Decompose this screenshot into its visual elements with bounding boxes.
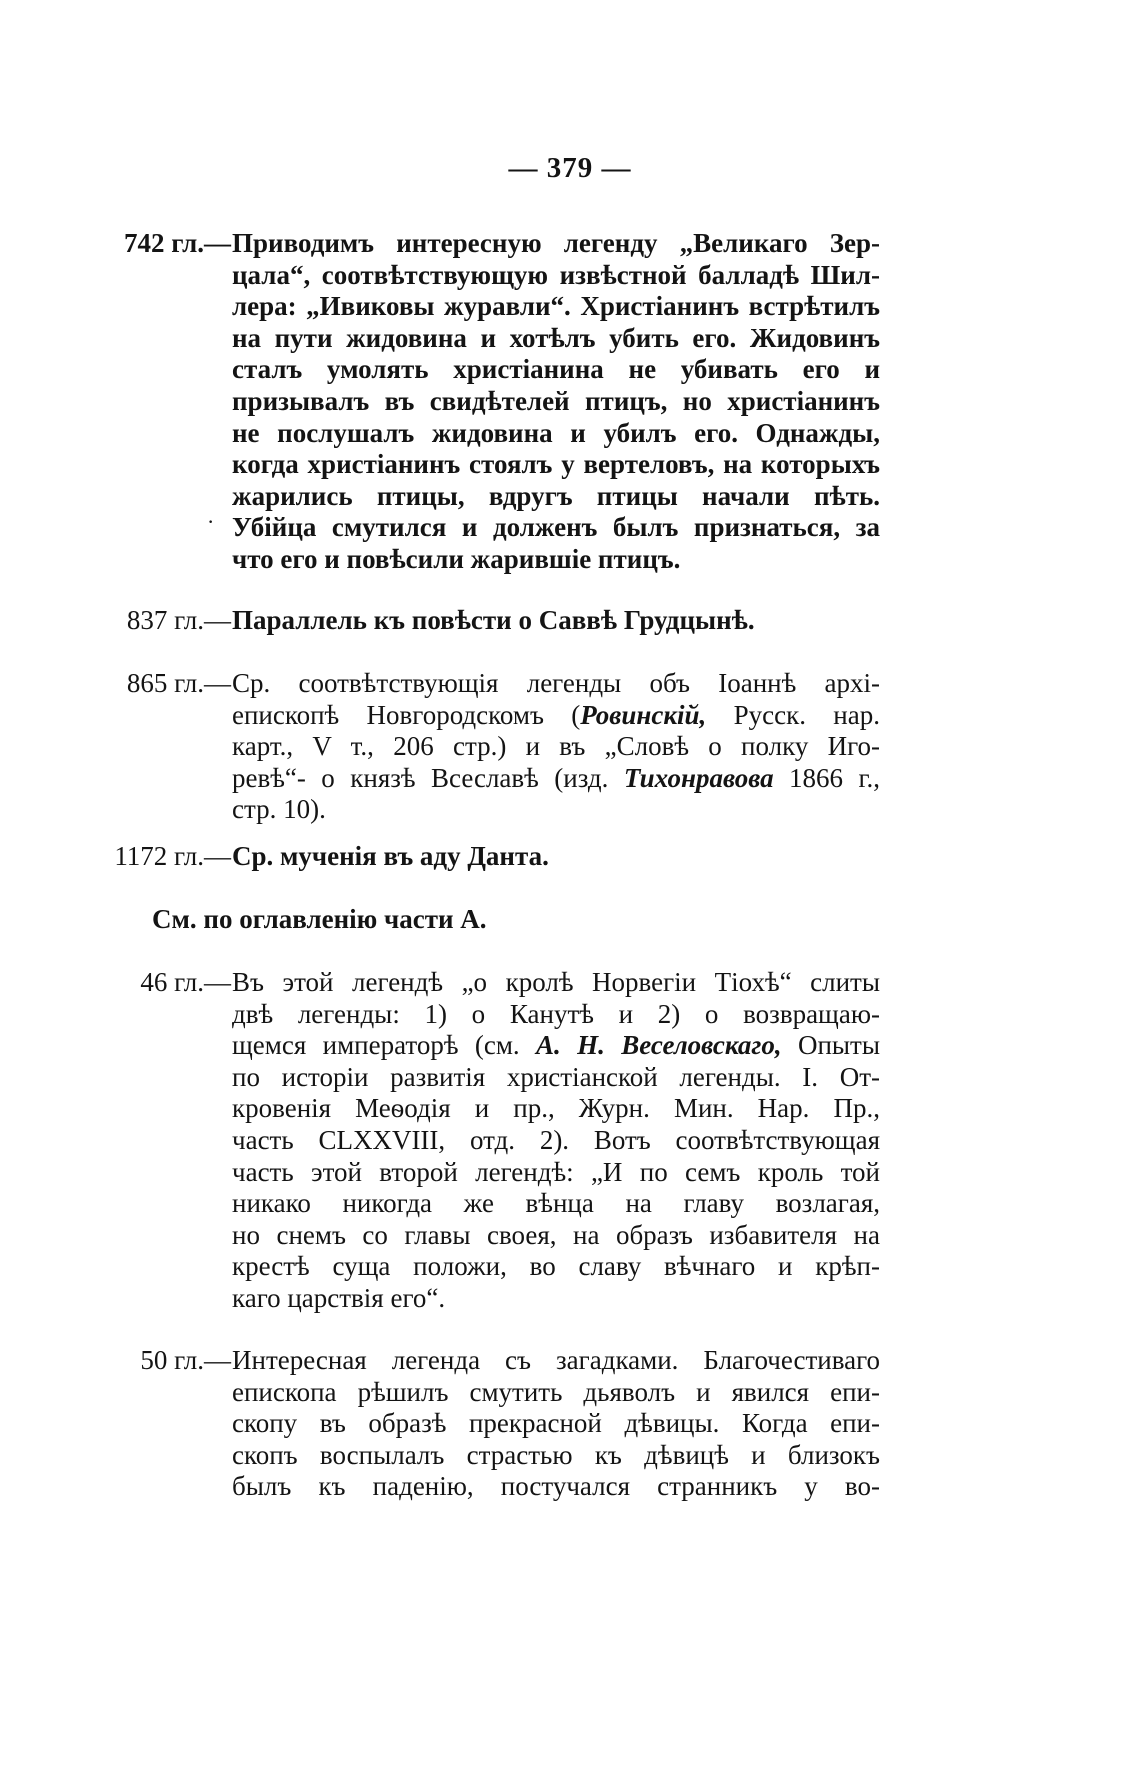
text-line: стр. 10). <box>232 794 326 825</box>
page-number: — 379 — <box>508 152 632 184</box>
text-line: скопу въ образѣ прекрасной дѣвицы. Когда епи- <box>232 1408 880 1439</box>
entry-ref: 837 гл.— <box>126 605 231 635</box>
text-line: двѣ легенды: 1) о Канутѣ и 2) о возвращаю- <box>232 998 880 1029</box>
text-line: Ср. мученія въ аду Данта. <box>232 841 549 871</box>
entry-text <box>232 841 880 873</box>
section-heading: См. по оглавленію части А. <box>152 904 487 934</box>
entry-ref: 865 гл.— <box>126 668 231 698</box>
text-line: ревѣ“- о князѣ Всеславѣ (изд. Тихонравова 1866 г., <box>232 762 880 793</box>
text-line: никако никогда же вѣнца на главу возлагая, <box>232 1188 880 1219</box>
text-line: на пути жидовина и хотѣлъ убить его. Жидовинъ <box>232 322 880 353</box>
entry-ref: 742 гл.— <box>123 228 231 258</box>
text-line: епископѣ Новгородскомъ (Ровинскій, Русск. нар. <box>232 699 880 730</box>
entry-ref: 50 гл.— <box>140 1345 231 1375</box>
author-name: Ровинскій, <box>580 699 707 730</box>
text-line: Интересная легенда съ загадками. Благочестиваго <box>232 1345 880 1375</box>
entry-text <box>232 668 880 826</box>
text-line: епископа рѣшилъ смутить дьяволъ и явился епи- <box>232 1376 880 1407</box>
author-name: А. Н. Веселовскаго, <box>536 1030 782 1061</box>
entry-text <box>232 1345 880 1503</box>
margin-mark: · <box>207 509 215 534</box>
text-line: часть CLXXVIII, отд. 2). Вотъ соотвѣтствующая <box>232 1124 880 1155</box>
text-line: не послушалъ жидовина и убилъ его. Однажды, <box>232 417 880 448</box>
text-line: но снемъ со главы своея, на образъ избавителя на <box>232 1219 880 1250</box>
entry-ref: 1172 гл.— <box>114 841 231 871</box>
entry-ref: 46 гл.— <box>140 967 231 997</box>
text-line: щемся императорѣ (см. А. Н. Веселовскаго, Опыты <box>232 1030 880 1061</box>
text-line: жарились птицы, вдругъ птицы начали пѣть. <box>232 480 880 511</box>
text-line: цала“, соотвѣтствующую извѣстной балладѣ Шил- <box>232 259 880 290</box>
text-line: сталъ умолять христіанина не убивать его и <box>232 354 880 385</box>
text-line: скопъ воспылалъ страстью къ дѣвицѣ и близокъ <box>232 1439 880 1470</box>
text-line: Убійца смутился и долженъ былъ признаться, за <box>232 512 880 543</box>
text-line: призывалъ въ свидѣтелей птицъ, но христіанинъ <box>232 385 880 416</box>
text-line: что его и повѣсили жарившіе птицъ. <box>232 543 681 574</box>
text-line: по исторіи развитія христіанской легенды. I. От- <box>232 1061 880 1092</box>
text-line: Приводимъ интересную легенду „Великаго Зер- <box>232 228 880 258</box>
text-line: крестѣ суща положи, во славу вѣчнаго и крѣп- <box>232 1251 880 1282</box>
author-name: Тихонравова <box>623 762 774 793</box>
text-line: когда христіанинъ стоялъ у вертеловъ, на которыхъ <box>232 449 880 480</box>
text-line: былъ къ паденію, постучался странникъ у во- <box>232 1471 880 1502</box>
text-line: кровенія Меѳодія и пр., Журн. Мин. Нар. Пр., <box>232 1093 880 1124</box>
text-line: часть этой второй легендѣ: „И по семъ кроль той <box>232 1156 880 1187</box>
text-line: карт., V т., 206 стр.) и въ „Словѣ о полку Иго- <box>232 731 880 762</box>
text-line: Ср. соотвѣтствующія легенды объ Іоаннѣ архі- <box>232 668 880 698</box>
text-line: лера: „Ивиковы журавли“. Христіанинъ встрѣтилъ <box>232 291 880 322</box>
entry-text <box>232 228 880 576</box>
text-line: каго царствія его“. <box>232 1282 446 1313</box>
text-line: Параллель къ повѣсти о Саввѣ Грудцынѣ. <box>232 605 755 635</box>
entry-text <box>232 605 880 637</box>
text-line: Въ этой легендѣ „о кролѣ Норвегіи Тіохѣ“ слиты <box>232 967 880 997</box>
entry-text <box>232 967 880 1315</box>
